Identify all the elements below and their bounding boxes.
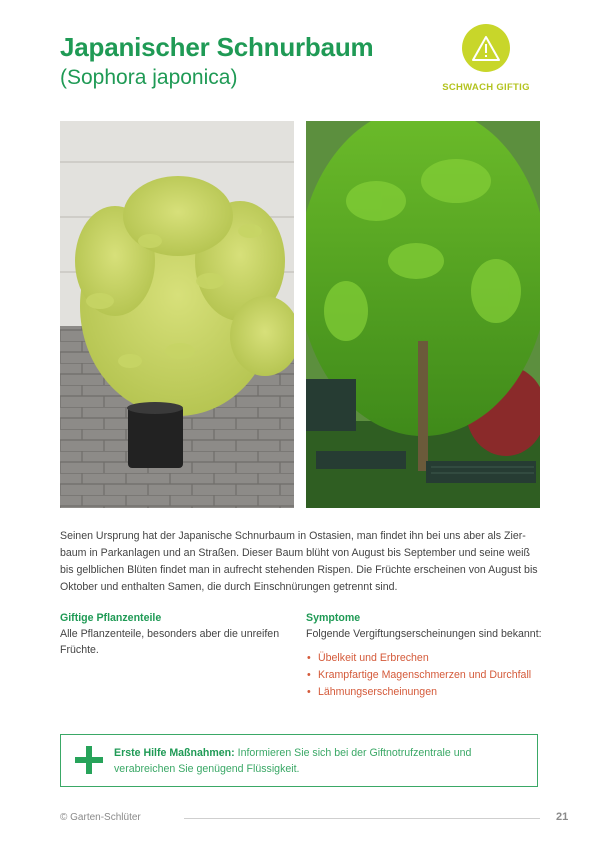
symptoms-text: Folgende Vergiftungserscheinungen sind bekannt: xyxy=(306,628,542,640)
page-number: 21 xyxy=(556,811,569,823)
toxicity-label: SCHWACH GIFTIG xyxy=(442,82,530,93)
footer-copyright: © Garten-Schlüter xyxy=(60,812,141,823)
toxic-parts-text: Alle Pflanzenteile, besonders aber die unreifen Früchte. xyxy=(60,628,280,656)
first-aid-label: Erste Hilfe Maßnahmen: xyxy=(114,747,235,759)
first-aid-text xyxy=(114,745,524,777)
page-title: Japanischer Schnurbaum xyxy=(60,32,374,62)
toxicity-badge xyxy=(434,24,538,93)
toxic-parts-heading: Giftige Pflanzenteile xyxy=(60,612,162,624)
symptoms-section xyxy=(306,612,542,701)
list-item: • Krampfartige Magenschmerzen und Durchfall xyxy=(306,667,542,684)
photo-potted-tree xyxy=(60,121,294,508)
toxic-parts-section xyxy=(60,612,296,658)
first-aid-box xyxy=(60,734,538,787)
symptoms-list xyxy=(306,650,542,701)
list-item: • Lähmungserscheinungen xyxy=(306,684,542,701)
list-item: • Übelkeit und Erbrechen xyxy=(306,650,542,667)
botanical-name: (Sophora japonica) xyxy=(60,66,238,89)
intro-paragraph: Seinen Ursprung hat der Japanische Schnurbaum in Ostasien, man findet ihn bei uns aber als Zier-baum in Parkanlagen und an Straßen. Dieser Baum blüht von August bis September und seine weiß bis gelblichen Blüten findet man in aufrecht stehenden Rispen. Die Früchte erscheinen von August bis Oktober und enthalten Samen, die durch Einschnürungen getrennt sind. xyxy=(60,530,538,593)
footer-divider xyxy=(184,818,540,819)
symptoms-heading: Symptome xyxy=(306,612,361,624)
first-aid-body: Informieren Sie sich bei der Giftnotrufzentrale und verabreichen Sie genügend Flüssigkeit. xyxy=(114,747,472,775)
photo-weeping-tree xyxy=(306,121,540,508)
warning-triangle-icon xyxy=(462,24,510,72)
plus-icon xyxy=(75,746,103,774)
